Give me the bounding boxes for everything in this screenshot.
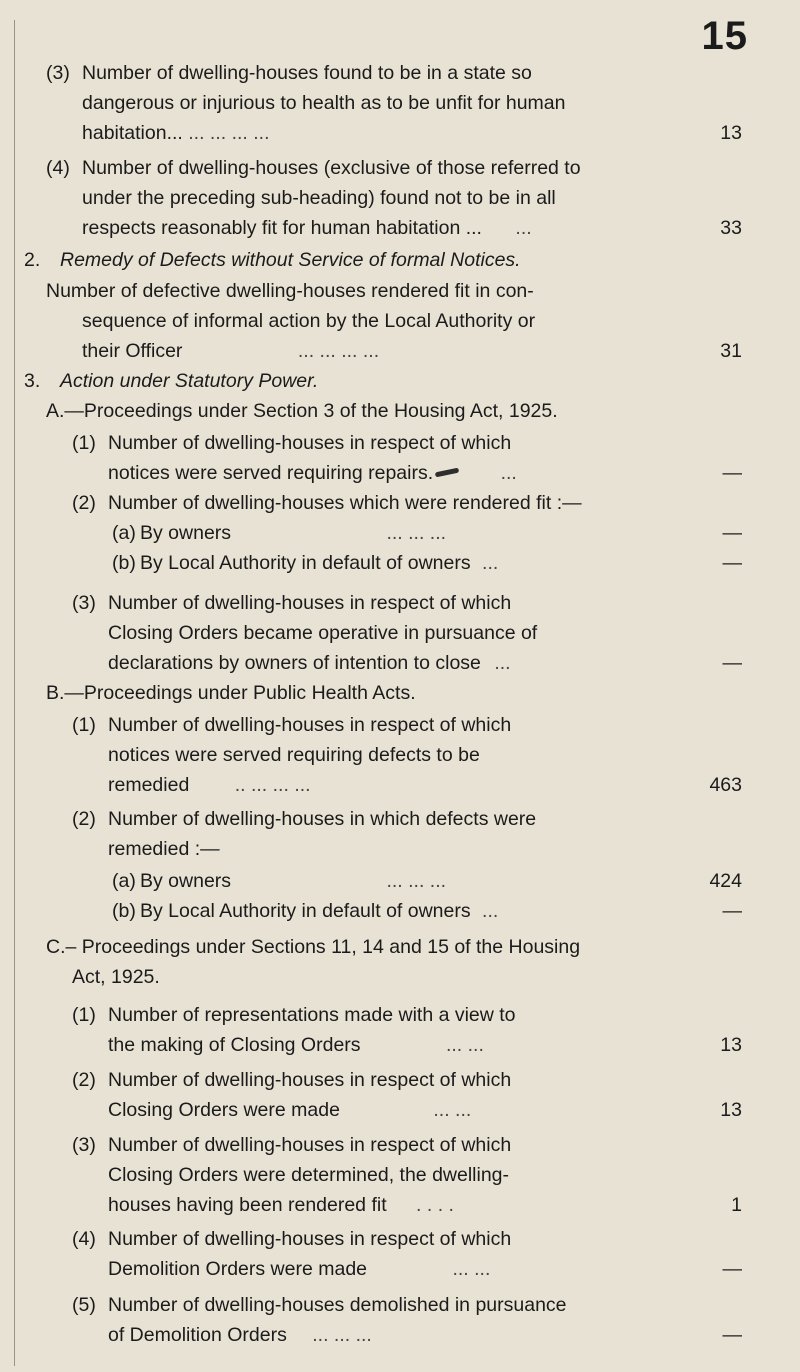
item-text: Closing Orders were made bbox=[108, 1099, 340, 1121]
item-text: Number of dwelling-houses in respect of which bbox=[108, 1228, 512, 1250]
item-number: (1) bbox=[72, 432, 96, 454]
subsection-title: Act, 1925. bbox=[72, 966, 160, 988]
item-text: sequence of informal action by the Local Authority or bbox=[82, 310, 536, 332]
section-title: Remedy of Defects without Service of formal Notices. bbox=[60, 249, 521, 271]
item-value: — bbox=[722, 552, 742, 574]
item-text: Number of dwelling-houses which were rendered fit :— bbox=[108, 492, 582, 514]
item-text: By owners bbox=[140, 522, 232, 544]
item-text: dangerous or injurious to health as to be unfit for human bbox=[82, 92, 566, 114]
item-text: Number of dwelling-houses in respect of which bbox=[108, 592, 512, 614]
item-value: 31 bbox=[720, 340, 742, 362]
item-number: (3) bbox=[72, 1134, 96, 1156]
item-text: Number of dwelling-houses in respect of which bbox=[108, 1069, 512, 1091]
item-text: the making of Closing Orders bbox=[108, 1034, 361, 1056]
leader-dots: ... ... bbox=[433, 1099, 472, 1121]
section-number: 2. bbox=[24, 249, 41, 271]
item-value: 13 bbox=[720, 1099, 742, 1121]
item-number: (a) bbox=[112, 870, 136, 892]
item-text: under the preceding sub-heading) found not to be in all bbox=[82, 187, 556, 209]
item-number: (2) bbox=[72, 808, 96, 830]
item-text: Closing Orders were determined, the dwelling- bbox=[108, 1164, 510, 1186]
leader-dots: ... ... ... bbox=[386, 522, 447, 544]
item-number: (3) bbox=[46, 62, 70, 84]
item-number: (2) bbox=[72, 492, 96, 514]
item-value: — bbox=[722, 462, 742, 484]
item-text: Closing Orders became operative in pursuance of bbox=[108, 622, 538, 644]
subsection-title: C.– Proceedings under Sections 11, 14 and 15 of the Housing bbox=[46, 936, 581, 958]
leader-dots: ... bbox=[482, 552, 499, 574]
item-text: By owners bbox=[140, 870, 232, 892]
binding-edge-line bbox=[14, 20, 15, 1366]
item-text: Number of dwelling-houses (exclusive of those referred to bbox=[82, 157, 581, 179]
item-text: Number of dwelling-houses in respect of which bbox=[108, 1134, 512, 1156]
section-number: 3. bbox=[24, 370, 41, 392]
item-number: (4) bbox=[46, 157, 70, 179]
item-text: By Local Authority in default of owners bbox=[140, 900, 471, 922]
item-text: Number of dwelling-houses in respect of which bbox=[108, 714, 512, 736]
leader-dots: ... bbox=[482, 900, 499, 922]
item-text: respects reasonably fit for human habitation ... bbox=[82, 217, 482, 239]
page-number: 15 bbox=[701, 14, 748, 58]
leader-dots: . . . . bbox=[416, 1194, 454, 1216]
item-text: remedied :— bbox=[108, 838, 220, 860]
item-number: (1) bbox=[72, 714, 96, 736]
leader-dots: ... ... ... ... bbox=[188, 122, 270, 144]
item-text: Demolition Orders were made bbox=[108, 1258, 368, 1280]
leader-dots: ... bbox=[494, 652, 511, 674]
item-number: (b) bbox=[112, 900, 136, 922]
item-number: (a) bbox=[112, 522, 136, 544]
subsection-title: B.—Proceedings under Public Health Acts. bbox=[46, 682, 416, 704]
item-text: Number of dwelling-houses in which defects were bbox=[108, 808, 537, 830]
item-value: — bbox=[722, 522, 742, 544]
item-text: of Demolition Orders bbox=[108, 1324, 287, 1346]
item-value: 424 bbox=[709, 870, 742, 892]
item-text: declarations by owners of intention to close bbox=[108, 652, 481, 674]
item-text: Number of defective dwelling-houses rendered fit in con- bbox=[46, 280, 534, 302]
item-value: — bbox=[722, 900, 742, 922]
item-text: Number of dwelling-houses found to be in a state so bbox=[82, 62, 532, 84]
leader-dots: ... bbox=[500, 462, 517, 484]
leader-dots: ... ... ... ... bbox=[297, 340, 380, 362]
item-text: habitation... bbox=[82, 122, 183, 144]
leader-dots: ... ... bbox=[445, 1034, 484, 1056]
item-value: 13 bbox=[720, 1034, 742, 1056]
item-value: — bbox=[722, 1324, 742, 1346]
item-value: 13 bbox=[720, 122, 742, 144]
ink-smudge-icon bbox=[435, 468, 460, 478]
item-value: — bbox=[722, 652, 742, 674]
item-number: (1) bbox=[72, 1004, 96, 1026]
leader-dots: ... ... ... bbox=[386, 870, 447, 892]
item-value: 463 bbox=[709, 774, 742, 796]
item-text: remedied bbox=[108, 774, 190, 796]
item-number: (b) bbox=[112, 552, 136, 574]
item-text: Number of representations made with a view to bbox=[108, 1004, 516, 1026]
item-text: notices were served requiring defects to be bbox=[108, 744, 480, 766]
item-number: (5) bbox=[72, 1294, 96, 1316]
leader-dots: .. ... ... ... bbox=[234, 774, 311, 796]
item-text: their Officer bbox=[82, 340, 183, 362]
leader-dots: ... bbox=[515, 217, 532, 239]
item-value: — bbox=[722, 1258, 742, 1280]
subsection-title: A.—Proceedings under Section 3 of the Housing Act, 1925. bbox=[46, 400, 558, 422]
item-text: Number of dwelling-houses in respect of which bbox=[108, 432, 512, 454]
item-text: notices were served requiring repairs. bbox=[108, 462, 434, 484]
item-text: houses having been rendered fit bbox=[108, 1194, 387, 1216]
item-number: (3) bbox=[72, 592, 96, 614]
item-value: 1 bbox=[731, 1194, 742, 1216]
item-text: Number of dwelling-houses demolished in pursuance bbox=[108, 1294, 567, 1316]
leader-dots: ... ... bbox=[452, 1258, 491, 1280]
item-number: (4) bbox=[72, 1228, 96, 1250]
item-text: By Local Authority in default of owners bbox=[140, 552, 471, 574]
section-title: Action under Statutory Power. bbox=[60, 370, 319, 392]
item-number: (2) bbox=[72, 1069, 96, 1091]
item-value: 33 bbox=[720, 217, 742, 239]
leader-dots: ... ... ... bbox=[312, 1324, 372, 1346]
